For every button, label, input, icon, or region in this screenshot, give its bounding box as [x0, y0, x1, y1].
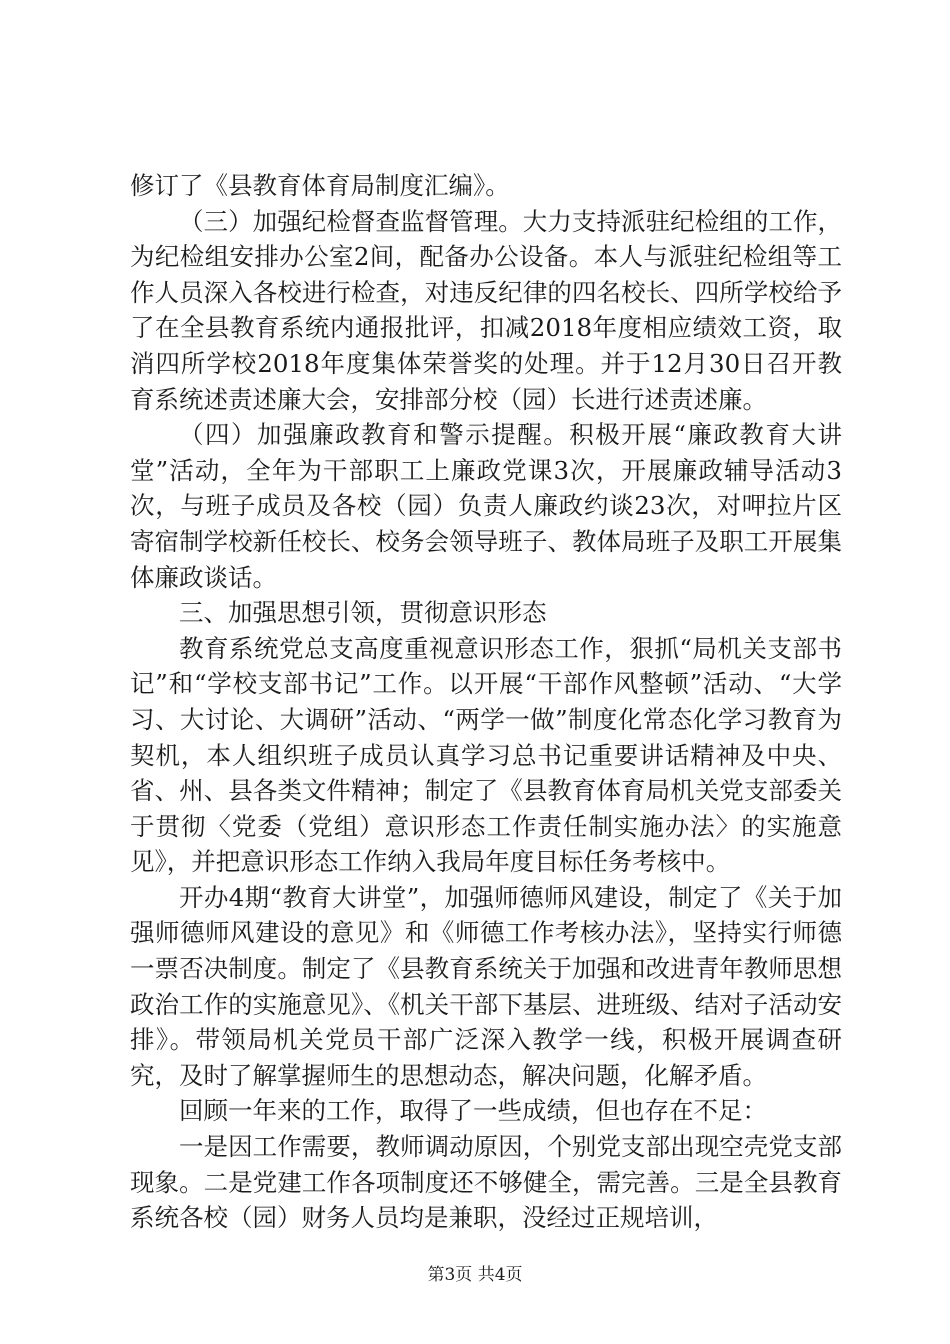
paragraph-4: 教育系统党总支高度重视意识形态工作，狠抓“局机关支部书记”和“学校支部书记”工作。以开展“干部作风整顿”活动、“大学习、大讨论、大调研”活动、“两学一做”制度化常态化学习教育为契机，本人组织班子成员认真学习总书记重要讲话精神及中央、省、州、县各类文件精神；制定了《县教育体育局机关党支部委关于贯彻〈党委（党组）意识形态工作责任制实施办法〉的实施意见》，并把意识形态工作纳入我局年度目标任务考核中。: [130, 633, 842, 877]
paragraph-7: 一是因工作需要，教师调动原因，个别党支部出现空壳党支部现象。二是党建工作各项制度还不够健全，需完善。三是全县教育系统各校（园）财务人员均是兼职，没经过正规培训，: [130, 1132, 842, 1233]
paragraph-2: （三）加强纪检督查监督管理。大力支持派驻纪检组的工作，为纪检组安排办公室2间，配备办公设备。本人与派驻纪检组等工作人员深入各校进行检查，对违反纪律的四名校长、四所学校给予了在全县教育系统内通报批评，扣减2018年度相应绩效工资，取消四所学校2018年度集体荣誉奖的处理。并于12月30日召开教育系统述责述廉大会，安排部分校（园）长进行述责述廉。: [130, 206, 842, 414]
section-heading: 三、加强思想引领，贯彻意识形态: [179, 598, 547, 628]
paragraph-1: 修订了《县教育体育局制度汇编》。: [130, 171, 510, 200]
paragraph-3: （四）加强廉政教育和警示提醒。积极开展“廉政教育大讲堂”活动，全年为干部职工上廉政党课3次，开展廉政辅导活动3次，与班子成员及各校（园）负责人廉政约谈23次，对呷拉片区寄宿制学校新任校长、校务会领导班子、教体局班子及职工开展集体廉政谈话。: [130, 420, 842, 592]
paragraph-6: 回顾一年来的工作，取得了一些成绩，但也存在不足：: [179, 1096, 767, 1126]
document-body: [130, 168, 842, 1236]
page-footer: 第3页 共4页: [427, 1265, 523, 1285]
paragraph-5: 开办4期“教育大讲堂”，加强师德师风建设，制定了《关于加强师德师风建设的意见》和《师德工作考核办法》，坚持实行师德一票否决制度。制定了《县教育系统关于加强和改进青年教师思想政治工作的实施意见》、《机关干部下基层、进班级、结对子活动安排》。带领局机关党员干部广泛深入教学一线，积极开展调查研究，及时了解掌握师生的思想动态，解决问题，化解矛盾。: [130, 882, 842, 1090]
